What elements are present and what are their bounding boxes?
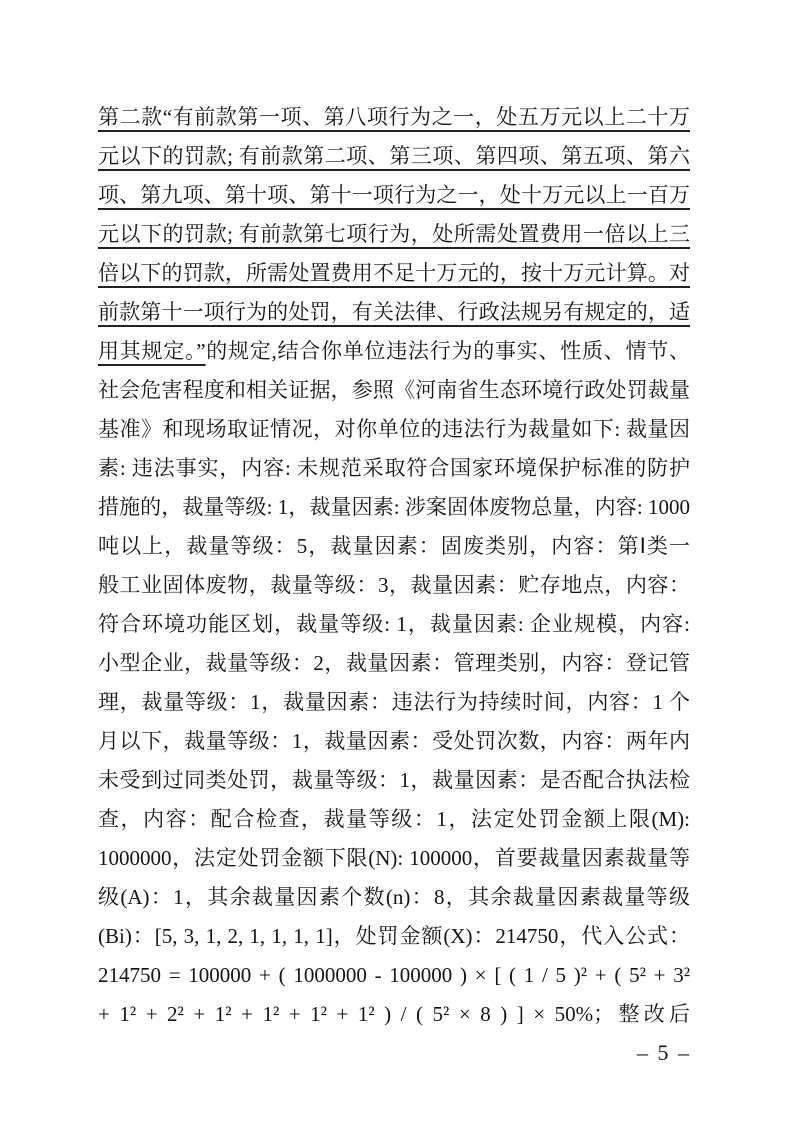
body-text: 措施的，裁量等级: 1，裁量因素: 涉案固体废物总量，内容: 1000 bbox=[98, 495, 690, 519]
document-line bbox=[98, 995, 690, 1034]
body-text: 般工业固体废物，裁量等级：3，裁量因素：贮存地点，内容： bbox=[98, 573, 690, 597]
document-line bbox=[98, 956, 690, 995]
body-text: 查，内容：配合检查，裁量等级：1，法定处罚金额上限(M): bbox=[98, 807, 690, 831]
body-text: 级(A)：1，其余裁量因素个数(n)：8，其余裁量因素裁量等级 bbox=[98, 885, 690, 909]
document-line bbox=[98, 800, 690, 839]
document-line bbox=[98, 449, 690, 488]
document-line bbox=[98, 371, 690, 410]
body-text: 符合环境功能区划，裁量等级: 1，裁量因素: 企业规模，内容: bbox=[98, 612, 690, 636]
body-text: 社会危害程度和相关证据，参照《河南省生态环境行政处罚裁量 bbox=[98, 378, 690, 402]
body-text: 未受到过同类处罚，裁量等级：1，裁量因素：是否配合执法检 bbox=[98, 768, 690, 792]
body-text: (Bi)：[5, 3, 1, 2, 1, 1, 1, 1]，处罚金额(X)：214750，代入公式： bbox=[98, 924, 690, 948]
body-text: 吨以上，裁量等级：5，裁量因素：固废类别，内容：第Ⅰ类一 bbox=[98, 534, 690, 558]
document-line bbox=[98, 722, 690, 761]
document-line bbox=[98, 176, 690, 215]
underlined-quote-text: 元以下的罚款; 有前款第七项行为，处所需处置费用一倍以上三 bbox=[98, 222, 690, 246]
underlined-quote-text: 前款第十一项行为的处罚，有关法律、行政法规另有规定的，适 bbox=[98, 300, 690, 324]
body-text: 月以下，裁量等级：1，裁量因素：受处罚次数，内容：两年内 bbox=[98, 729, 690, 753]
body-text: 基准》和现场取证情况，对你单位的违法行为裁量如下: 裁量因 bbox=[98, 417, 690, 441]
body-text: 214750 = 100000 + ( 1000000 - 100000 ) × [ ( 1 / 5 )² + ( 5² + 3² bbox=[98, 963, 690, 987]
document-line bbox=[98, 761, 690, 800]
underlined-quote-text: 倍以下的罚款，所需处置费用不足十万元的，按十万元计算。对 bbox=[98, 261, 690, 285]
document-line bbox=[98, 878, 690, 917]
document-line bbox=[98, 293, 690, 332]
document-line bbox=[98, 332, 690, 371]
page-number: – 5 – bbox=[637, 1040, 691, 1065]
document-text bbox=[98, 98, 690, 1034]
document-line bbox=[98, 410, 690, 449]
underlined-quote-text: 项、第九项、第十项、第十一项行为之一，处十万元以上一百万 bbox=[98, 183, 690, 207]
body-text: + 1² + 2² + 1² + 1² + 1² + 1² ) / ( 5² × 8 ) ] × 50%；整改后 bbox=[98, 1002, 690, 1026]
document-line bbox=[98, 683, 690, 722]
document-line bbox=[98, 98, 690, 137]
document-line bbox=[98, 137, 690, 176]
document-line bbox=[98, 488, 690, 527]
body-text: 小型企业，裁量等级：2，裁量因素：管理类别，内容：登记管 bbox=[98, 651, 690, 675]
body-text: 1000000，法定处罚金额下限(N): 100000，首要裁量因素裁量等 bbox=[98, 846, 690, 870]
body-text: 理，裁量等级：1，裁量因素：违法行为持续时间，内容：1 个 bbox=[98, 690, 690, 714]
document-line bbox=[98, 605, 690, 644]
document-line bbox=[98, 527, 690, 566]
body-text: 素: 违法事实，内容: 未规范采取符合国家环境保护标准的防护 bbox=[98, 456, 690, 480]
document-line bbox=[98, 215, 690, 254]
document-line bbox=[98, 644, 690, 683]
document-line bbox=[98, 254, 690, 293]
body-text: 的规定,结合你单位违法行为的事实、性质、情节、 bbox=[205, 339, 690, 363]
document-line bbox=[98, 566, 690, 605]
underlined-quote-text: 用其规定。” bbox=[98, 339, 206, 363]
underlined-quote-text: 第二款“有前款第一项、第八项行为之一，处五万元以上二十万 bbox=[98, 105, 690, 129]
document-line bbox=[98, 839, 690, 878]
underlined-quote-text: 元以下的罚款; 有前款第二项、第三项、第四项、第五项、第六 bbox=[98, 144, 690, 168]
document-line bbox=[98, 917, 690, 956]
